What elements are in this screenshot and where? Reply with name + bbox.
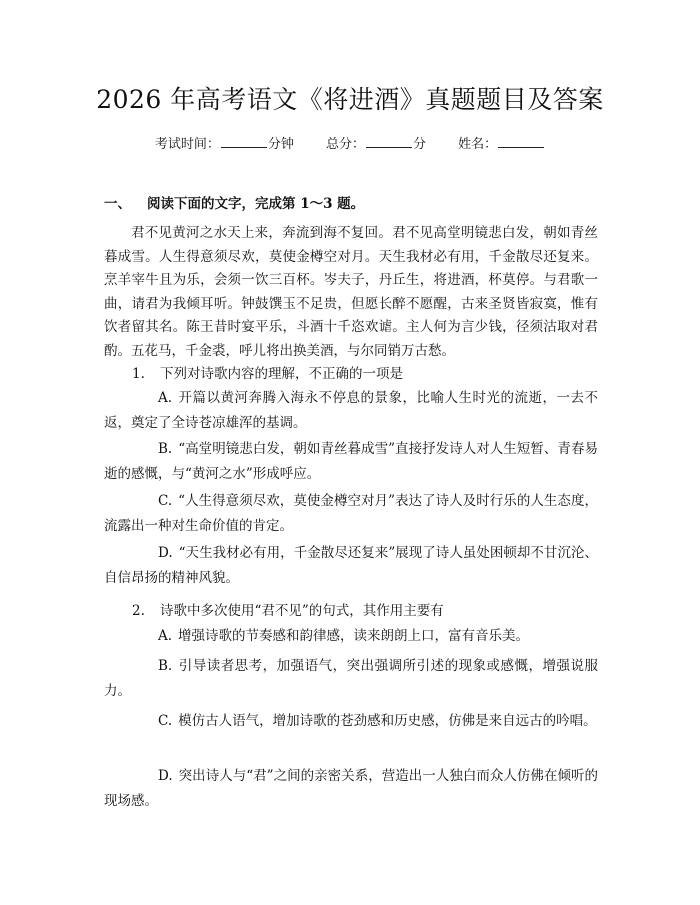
question-stem	[104, 362, 598, 382]
answer-option	[104, 709, 598, 734]
option-letter: B.	[158, 658, 173, 674]
total-score-blank	[366, 135, 412, 148]
student-name-field	[458, 133, 545, 152]
exam-time-field	[155, 133, 294, 152]
student-name-blank	[498, 135, 544, 148]
option-letter: D.	[158, 545, 173, 561]
answer-option	[104, 437, 598, 487]
option-text: 开篇以黄河奔腾入海永不停息的景象，比喻人生时光的流逝，一去不返，奠定了全诗苍凉雄浑的基调。	[104, 390, 598, 431]
option-text: “人生得意须尽欢，莫使金樽空对月”表达了诗人及时行乐的人生态度，流露出一种对生命价值的肯定。	[104, 493, 598, 534]
option-text: 增强诗歌的节奏感和韵律感，读来朗朗上口，富有音乐美。	[178, 628, 530, 644]
option-letter: D.	[158, 768, 173, 784]
section-instruction: 阅读下面的文字，完成第 1～3 题。	[147, 196, 365, 212]
answer-option	[104, 624, 598, 649]
option-text: “高堂明镜悲白发，朝如青丝暮成雪”直接抒发诗人对人生短暂、青春易逝的感慨，与“黄河之水”形成呼应。	[104, 441, 598, 482]
exam-time-label: 考试时间：	[154, 137, 220, 152]
answer-option	[104, 386, 598, 436]
student-name-label: 姓名：	[458, 137, 498, 152]
option-text: 模仿古人语气，增加诗歌的苍劲感和历史感，仿佛是来自远古的吟唱。	[178, 713, 597, 729]
total-score-field	[326, 133, 426, 152]
exam-info-line	[0, 133, 700, 152]
option-text: “天生我材必有用，千金散尽还复来”展现了诗人虽处困顿却不甘沉沦、自信昂扬的精神风貌。	[104, 545, 598, 586]
option-letter: A.	[158, 390, 173, 406]
section-number: 一、	[104, 196, 131, 212]
question-stem	[104, 599, 598, 619]
total-score-label: 总分：	[325, 137, 365, 152]
answer-option	[104, 541, 598, 591]
option-letter: C.	[158, 713, 173, 729]
poem-passage: 君不见黄河之水天上来，奔流到海不复回。君不见高堂明镜悲白发，朝如青丝暮成雪。人生得意须尽欢，莫使金樽空对月。天生我材必有用，千金散尽还复来。烹羊宰牛且为乐，会须一饮三百杯。岑夫子，丹丘生，将进酒，杯莫停。与君歌一曲，请君为我倾耳听。钟鼓馔玉不足贵，但愿长醉不愿醒，古来圣贤皆寂寞，惟有饮者留其名。陈王昔时宴平乐，斗酒十千恣欢谑。主人何为言少钱，径须沽取对君酌。五花马，千金裘，呼儿将出换美酒，与尔同销万古愁。	[104, 225, 598, 359]
question-text: 诗歌中多次使用“君不见”的句式，其作用主要有	[160, 603, 444, 619]
question-text: 下列对诗歌内容的理解，不正确的一项是	[160, 366, 403, 382]
option-text: 引导读者思考，加强语气，突出强调所引述的现象或感慨，增强说服力。	[104, 658, 598, 699]
question-number: 1.	[132, 366, 145, 382]
option-letter: A.	[158, 628, 173, 644]
answer-option	[104, 654, 598, 704]
section-heading	[104, 192, 364, 212]
total-score-unit: 分	[413, 137, 427, 152]
question-number: 2.	[132, 603, 145, 619]
option-text: 突出诗人与“君”之间的亲密关系，营造出一人独白而众人仿佛在倾听的现场感。	[104, 768, 598, 809]
page-title: 2026 年高考语文《将进酒》真题题目及答案	[96, 85, 604, 114]
option-letter: B.	[158, 441, 173, 457]
answer-option	[104, 764, 598, 814]
option-letter: C.	[158, 493, 173, 509]
answer-option	[104, 489, 598, 539]
exam-time-unit: 分钟	[267, 137, 294, 152]
exam-time-blank	[221, 135, 267, 148]
